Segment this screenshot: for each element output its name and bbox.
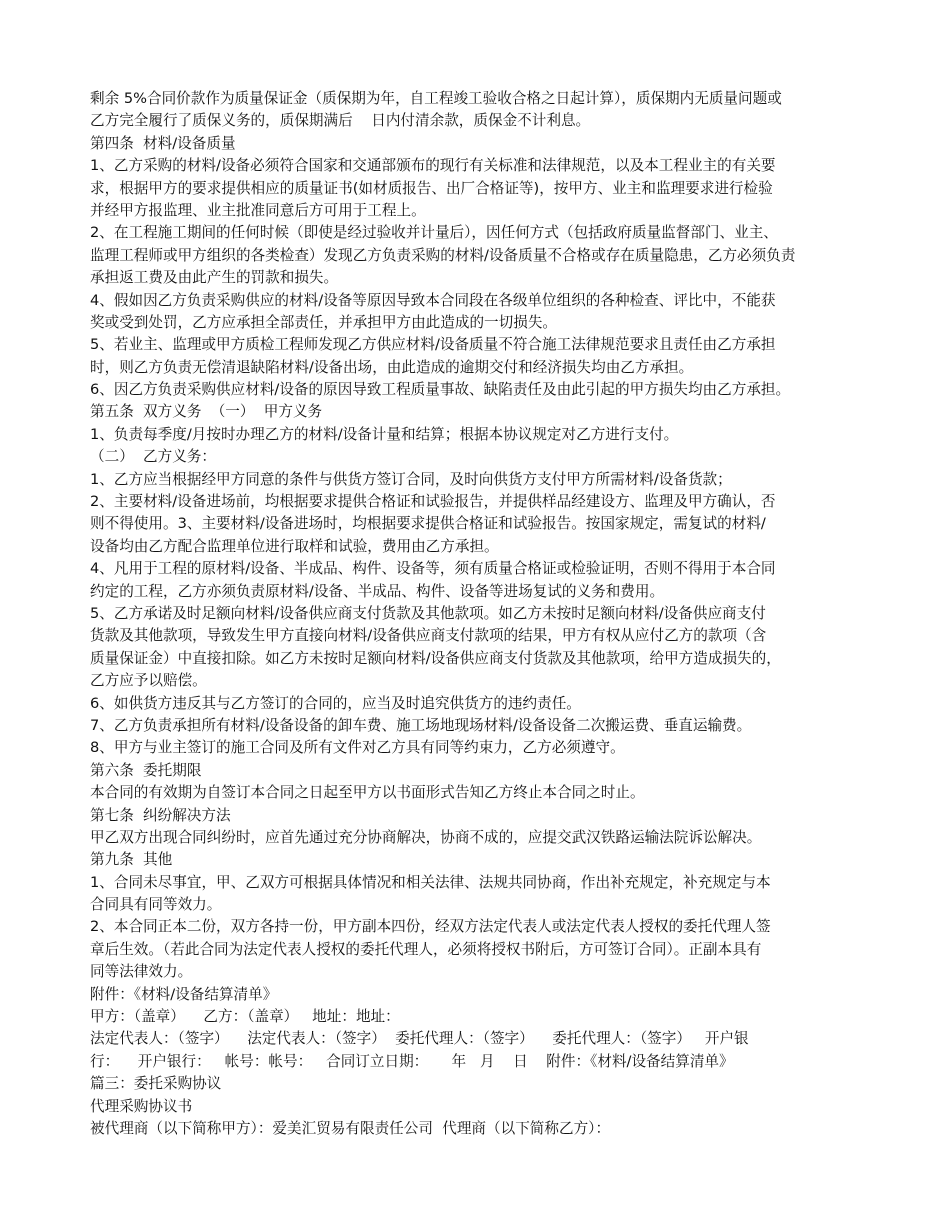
- signature-line: 行： 开户银行： 帐号：帐号： 合同订立日期： 年 月 日 附件：《材料/设备结算清单》: [90, 1052, 734, 1070]
- text-line: 2、在工程施工期间的任何时候（即使是经过验收并计量后），因任何方式（包括政府质量监督部门、业主、: [90, 224, 778, 242]
- signature-line: 甲方：（盖章） 乙方：（盖章） 地址：地址：: [90, 1008, 400, 1026]
- subsection-heading: （二） 乙方义务：: [90, 448, 217, 466]
- text-line: 设备均由乙方配合监理单位进行取样和试验，费用由乙方承担。: [90, 537, 499, 555]
- text-line: 章后生效。（若此合同为法定代表人授权的委托代理人，必须将授权书附后，方可签订合同）。正副本具有: [90, 940, 762, 958]
- text-line: 本合同的有效期为自签订本合同之日起至甲方以书面形式告知乙方终止本合同之时止。: [90, 784, 645, 802]
- section-heading: 第四条 材料/设备质量: [90, 134, 236, 152]
- chapter-heading: 篇三：委托采购协议: [90, 1075, 222, 1093]
- text-line: 货款及其他款项，导致发生甲方直接向材料/设备供应商支付款项的结果，甲方有权从应付乙方的款项（含: [90, 627, 767, 645]
- text-line: 乙方应予以赔偿。: [90, 672, 207, 690]
- text-line: 2、本合同正本二份，双方各持一份，甲方副本四份，经双方法定代表人或法定代表人授权的委托代理人签: [90, 918, 771, 936]
- text-line: 1、乙方采购的材料/设备必须符合国家和交通部颁布的现行有关标准和法律规范，以及本工程业主的有关要: [90, 157, 776, 175]
- text-line: 被代理商（以下简称甲方）：爱美汇贸易有限责任公司 代理商（以下简称乙方）：: [90, 1119, 611, 1137]
- agreement-title: 代理采购协议书: [90, 1097, 193, 1115]
- text-line: 4、凡用于工程的原材料/设备、半成品、构件、设备等，须有质量合格证或检验证明，否则不得用于本合同: [90, 560, 776, 578]
- section-heading: 第六条 委托期限: [90, 761, 202, 779]
- text-line: 时，则乙方负责无偿清退缺陷材料/设备出场，由此造成的逾期交付和经济损失均由乙方承担。: [90, 358, 694, 376]
- document-page: [90, 88, 880, 1140]
- text-line: 1、负责每季度/月按时办理乙方的材料/设备计量和结算；根据本协议规定对乙方进行支付。: [90, 425, 679, 443]
- text-line: 承担返工费及由此产生的罚款和损失。: [90, 269, 339, 287]
- section-heading: 第七条 纠纷解决方法: [90, 806, 231, 824]
- text-line: 乙方完全履行了质保义务的，质保期满后 日内付清余款，质保金不计利息。: [90, 112, 591, 130]
- text-line: 监理工程师或甲方组织的各类检查）发现乙方负责采购的材料/设备质量不合格或存在质量隐患，乙方必须负责: [90, 246, 796, 264]
- text-line: 剩余 5%合同价款作为质量保证金（质保期为年，自工程竣工验收合格之日起计算），质保期内无质量问题或: [90, 90, 782, 107]
- text-line: 约定的工程，乙方亦须负责原材料/设备、半成品、构件、设备等进场复试的义务和费用。: [90, 582, 665, 600]
- section-heading: 第九条 其他: [90, 851, 173, 869]
- text-line: 质量保证金）中直接扣除。如乙方未按时足额向材料/设备供应商支付货款及其他款项，给甲方造成损失的，: [90, 649, 781, 667]
- text-line: 2、主要材料/设备进场前，均根据要求提供合格证和试验报告，并提供样品经建设方、监理及甲方确认，否: [90, 493, 776, 511]
- attachment-line: 附件：《材料/设备结算清单》: [90, 985, 278, 1003]
- text-line: 同等法律效力。: [90, 963, 193, 981]
- text-line: 奖或受到处罚，乙方应承担全部责任，并承担甲方由此造成的一切损失。: [90, 313, 558, 331]
- text-line: 1、乙方应当根据经甲方同意的条件与供货方签订合同，及时向供货方支付甲方所需材料/设备货款；: [90, 470, 732, 488]
- signature-line: 法定代表人：（签字） 法定代表人：（签字） 委托代理人：（签字） 委托代理人：（签字） 开户银: [90, 1030, 749, 1048]
- text-line: 5、若业主、监理或甲方质检工程师发现乙方供应材料/设备质量不符合施工法律规范要求且责任由乙方承担: [90, 336, 776, 354]
- text-line: 4、假如因乙方负责采购供应的材料/设备等原因导致本合同段在各级单位组织的各种检查、评比中，不能获: [90, 291, 776, 309]
- text-line: 6、如供货方违反其与乙方签订的合同的，应当及时追究供货方的违约责任。: [90, 694, 581, 712]
- text-line: 5、乙方承诺及时足额向材料/设备供应商支付货款及其他款项。如乙方未按时足额向材料/设备供应商支付: [90, 604, 766, 622]
- text-line: 甲乙双方出现合同纠纷时，应首先通过充分协商解决，协商不成的，应提交武汉铁路运输法院诉讼解决。: [90, 828, 762, 846]
- text-line: 7、乙方负责承担所有材料/设备设备的卸车费、施工场地现场材料/设备设备二次搬运费、垂直运输费。: [90, 716, 752, 734]
- text-line: 则不得使用。3、主要材料/设备进场时，均根据要求提供合格证和试验报告。按国家规定，需复试的材料/: [90, 515, 766, 533]
- text-line: 6、因乙方负责采购供应材料/设备的原因导致工程质量事故、缺陷责任及由此引起的甲方损失均由乙方承担。: [90, 381, 791, 399]
- text-line: 求，根据甲方的要求提供相应的质量证书(如材质报告、出厂合格证等)，按甲方、业主和监理要求进行检验: [90, 179, 773, 197]
- section-heading: 第五条 双方义务 （一） 甲方义务: [90, 403, 323, 421]
- text-line: 合同具有同等效力。: [90, 896, 222, 914]
- text-line: 8、甲方与业主签订的施工合同及所有文件对乙方具有同等约束力，乙方必须遵守。: [90, 739, 625, 757]
- text-line: 1、合同未尽事宜，甲、乙双方可根据具体情况和相关法律、法规共同协商，作出补充规定，补充规定与本: [90, 873, 771, 891]
- text-line: 并经甲方报监理、业主批准同意后方可用于工程上。: [90, 201, 426, 219]
